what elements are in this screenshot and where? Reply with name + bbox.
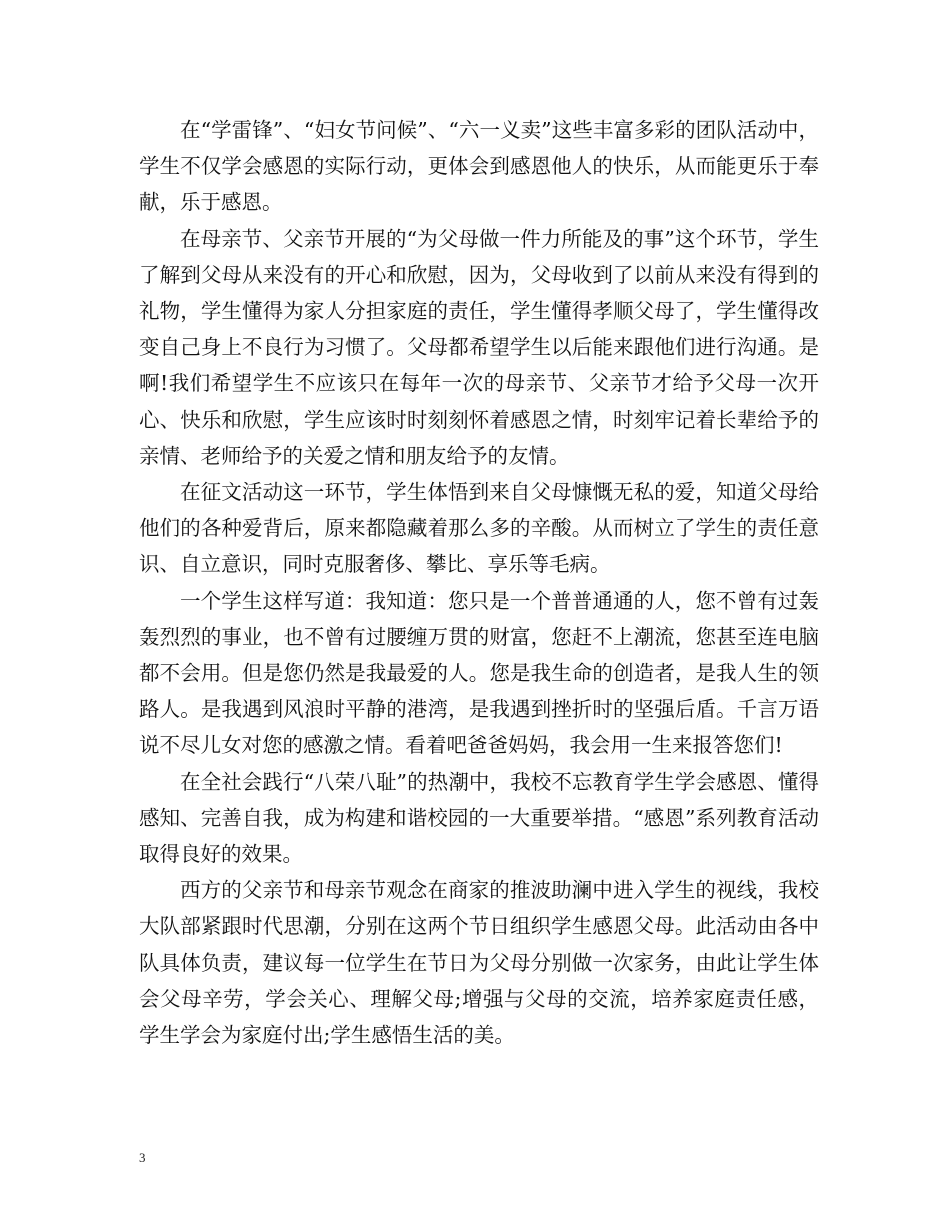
paragraph-6: 西方的父亲节和母亲节观念在商家的推波助澜中进入学生的视线，我校大队部紧跟时代思潮，分别在这两个节日组织学生感恩父母。此活动由各中队具体负责，建议每一位学生在节日为父母分别做一次家务，由此让学生体会父母辛劳，学会关心、理解父母;增强与父母的交流，培养家庭责任感，学生学会为家庭付出;学生感悟生活的美。 bbox=[139, 878, 819, 1048]
body-text bbox=[139, 112, 819, 1053]
paragraph-5: 在全社会践行“八荣八耻”的热潮中，我校不忘教育学生学会感恩、懂得感知、完善自我，成为构建和谐校园的一大重要举措。“感恩”系列教育活动取得良好的效果。 bbox=[139, 769, 819, 867]
paragraph-1: 在“学雷锋”、“妇女节问候”、“六一义卖”这些丰富多彩的团队活动中，学生不仅学会感恩的实际行动，更体会到感恩他人的快乐，从而能更乐于奉献，乐于感恩。 bbox=[139, 118, 819, 215]
paragraph-4: 一个学生这样写道：我知道：您只是一个普普通通的人，您不曾有过轰轰烈烈的事业，也不曾有过腰缠万贯的财富，您赶不上潮流，您甚至连电脑都不会用。但是您仍然是我最爱的人。您是我生命的创造者，是我人生的领路人。是我遇到风浪时平静的港湾，是我遇到挫折时的坚强后盾。千言万语说不尽儿女对您的感激之情。看着吧爸爸妈妈，我会用一生来报答您们! bbox=[139, 588, 819, 758]
paragraph-3: 在征文活动这一环节，学生体悟到来自父母慷慨无私的爱，知道父母给他们的各种爱背后，原来都隐藏着那么多的辛酸。从而树立了学生的责任意识、自立意识，同时克服奢侈、攀比、享乐等毛病。 bbox=[139, 480, 819, 577]
page-number: 3 bbox=[139, 1150, 146, 1165]
paragraph-2: 在母亲节、父亲节开展的“为父母做一件力所能及的事”这个环节，学生了解到父母从来没有的开心和欣慰，因为，父母收到了以前从来没有得到的礼物，学生懂得为家人分担家庭的责任，学生懂得孝顺父母了，学生懂得改变自己身上不良行为习惯了。父母都希望学生以后能来跟他们进行沟通。是啊!我们希望学生不应该只在每年一次的母亲节、父亲节才给予父母一次开心、快乐和欣慰，学生应该时时刻刻怀着感恩之情，时刻牢记着长辈给予的亲情、老师给予的关爱之情和朋友给予的友情。 bbox=[139, 226, 819, 468]
